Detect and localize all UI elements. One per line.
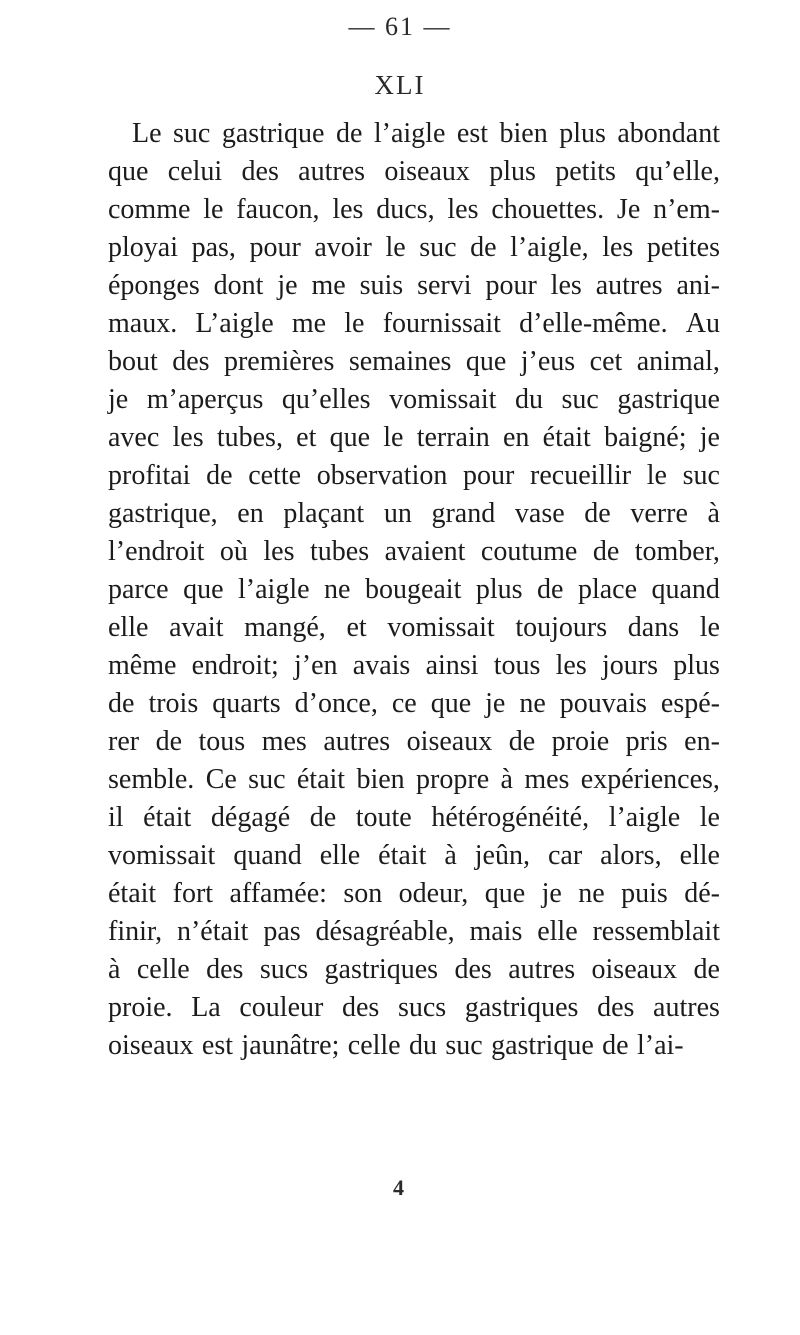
text-line: proie. La couleur des sucs gastriques des autres xyxy=(108,992,720,1023)
text-line: vomissait quand elle était à jeûn, car alors, elle xyxy=(108,840,720,871)
text-line: je m’aperçus qu’elles vomissait du suc gastrique xyxy=(108,384,720,415)
text-line: bout des premières semaines que j’eus cet animal, xyxy=(108,346,720,377)
text-line: même endroit; j’en avais ainsi tous les jours plus xyxy=(108,650,720,681)
text-line: de trois quarts d’once, ce que je ne pouvais espé- xyxy=(108,688,720,719)
text-line: éponges dont je me suis servi pour les autres ani- xyxy=(108,270,720,301)
text-line: comme le faucon, les ducs, les chouettes. Je n’em- xyxy=(108,194,720,225)
body-text xyxy=(108,115,720,1065)
text-line: que celui des autres oiseaux plus petits qu’elle, xyxy=(108,156,720,187)
text-line: il était dégagé de toute hétérogénéité, l’aigle le xyxy=(108,802,720,833)
text-line: Le suc gastrique de l’aigle est bien plus abondant xyxy=(132,118,720,149)
text-line: gastrique, en plaçant un grand vase de verre à xyxy=(108,498,720,529)
text-line: parce que l’aigle ne bougeait plus de place quand xyxy=(108,574,720,605)
text-line: était fort affamée: son odeur, que je ne puis dé- xyxy=(108,878,720,909)
text-line: maux. L’aigle me le fournissait d’elle-même. Au xyxy=(108,308,720,339)
text-line: avec les tubes, et que le terrain en était baigné; je xyxy=(108,422,720,453)
text-line: finir, n’était pas désagréable, mais elle ressemblait xyxy=(108,916,720,947)
text-line: rer de tous mes autres oiseaux de proie pris en- xyxy=(108,726,720,757)
section-heading: XLI xyxy=(374,70,426,100)
text-line: ployai pas, pour avoir le suc de l’aigle, les petites xyxy=(108,232,720,263)
text-line: elle avait mangé, et vomissait toujours dans le xyxy=(108,612,720,643)
signature-mark: 4 xyxy=(393,1175,404,1200)
text-line: l’endroit où les tubes avaient coutume de tomber, xyxy=(108,536,720,567)
text-line: semble. Ce suc était bien propre à mes expériences, xyxy=(108,764,720,795)
text-line: profitai de cette observation pour recueillir le suc xyxy=(108,460,720,491)
text-line: oiseaux est jaunâtre; celle du suc gastrique de l’ai- xyxy=(108,1030,684,1061)
page-number: — 61 — xyxy=(348,12,452,41)
text-line: à celle des sucs gastriques des autres oiseaux de xyxy=(108,954,720,985)
